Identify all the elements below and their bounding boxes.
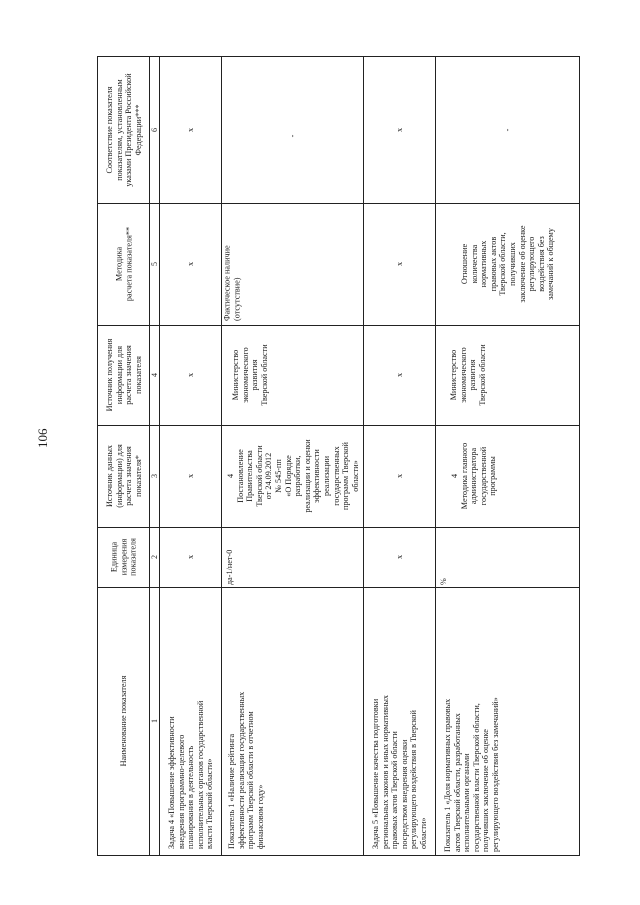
task4-origin: х	[185, 372, 195, 378]
task5-unit: х	[394, 554, 404, 560]
colnum-3: 3	[149, 474, 159, 478]
table-header-row	[98, 57, 150, 855]
task5-method: х	[394, 261, 404, 267]
colnum-2: 2	[149, 555, 159, 559]
header-col1	[98, 587, 149, 855]
ind1b-unit: %	[439, 578, 449, 585]
colnum-5: 5	[149, 262, 159, 266]
ind1-match: -	[287, 134, 297, 138]
table-row-task5	[364, 57, 436, 855]
header-col4-text: Источник получения информации для расчета значения показателя	[104, 338, 143, 412]
header-col5-text: Методика расчета показателя**	[113, 226, 133, 302]
ind1b-name: Показатель 1 «Доля нормативных правовых актов Тверской области, разработанных исполнительными органами государственной власти Тверской области, получивших заключение об оценке регулирующего воздействия без замечаний»	[443, 697, 501, 852]
ind1-name: Показатель 1 «Наличие рейтинга эффективности реализации государственных программ Тверской области в отчетном финансовом году»	[226, 691, 265, 849]
task4-unit: х	[185, 554, 195, 560]
page-number: 106	[35, 428, 50, 448]
header-col6-text: Соответствие показателя показателям, установленным указами Президента Российской Федерации***	[104, 73, 143, 187]
header-col2-text: Единица измерения показателя	[109, 538, 138, 576]
header-col5	[98, 203, 149, 325]
header-col3	[98, 425, 149, 527]
ind1-method: Фактическое наличие (отсутствие)	[222, 245, 241, 321]
ind1-source: 4 Постановление Правительства Тверской области от 24.09.2012 № 545-пп «О Порядке разработки, реализации и оценки эффективности реализации государственных программ Тверской области»	[225, 439, 360, 513]
table-row-indicator1	[222, 57, 364, 855]
colnum-4: 4	[149, 373, 159, 377]
header-col3-text: Источник данных (информации) для расчета значения показателя*	[104, 444, 143, 508]
task5-name: Задача 5 «Повышение качества подготовки региональных законов и иных нормативных правовых актов Тверской области посредством внедрения оценки регулирующего воздействия в Тверской области»	[370, 694, 428, 849]
table-row-task4	[160, 57, 222, 855]
task5-origin: х	[394, 372, 404, 378]
header-col1-text: Наименование показателя	[118, 675, 128, 767]
colnum-6: 6	[149, 128, 159, 132]
colnum-1: 1	[149, 719, 159, 723]
task5-match: х	[394, 127, 404, 133]
task4-method: х	[185, 261, 195, 267]
ind1-unit: да-1/нет-0	[225, 549, 235, 585]
task5-source: х	[394, 473, 404, 479]
header-col6	[98, 57, 149, 203]
column-numbers-row	[150, 57, 160, 855]
header-col2	[98, 527, 149, 587]
ind1b-method: Отношение количества нормативных правовых актов Тверской области, получивших заключение об оценке регулирующего воздействия без замечаний к общему	[459, 225, 555, 303]
ind1b-match: -	[502, 128, 512, 132]
task4-name: Задача 4 «Повышение эффективности внедрения программно-целевого планирования в деятельность исполнительных органов государственной власти Тверской области»	[166, 700, 214, 849]
ind1-origin: Министерство экономического развития Тверской области	[230, 344, 269, 406]
indicator-table	[97, 56, 580, 856]
task4-match: х	[185, 127, 195, 133]
task4-source: х	[185, 473, 195, 479]
header-col4	[98, 325, 149, 425]
ind1b-source: 4 Методика главного администратора государственной программы	[450, 442, 498, 510]
table-row-indicator1b	[436, 57, 579, 855]
ind1b-origin: Министерство экономического развития Тверской области	[448, 344, 487, 406]
